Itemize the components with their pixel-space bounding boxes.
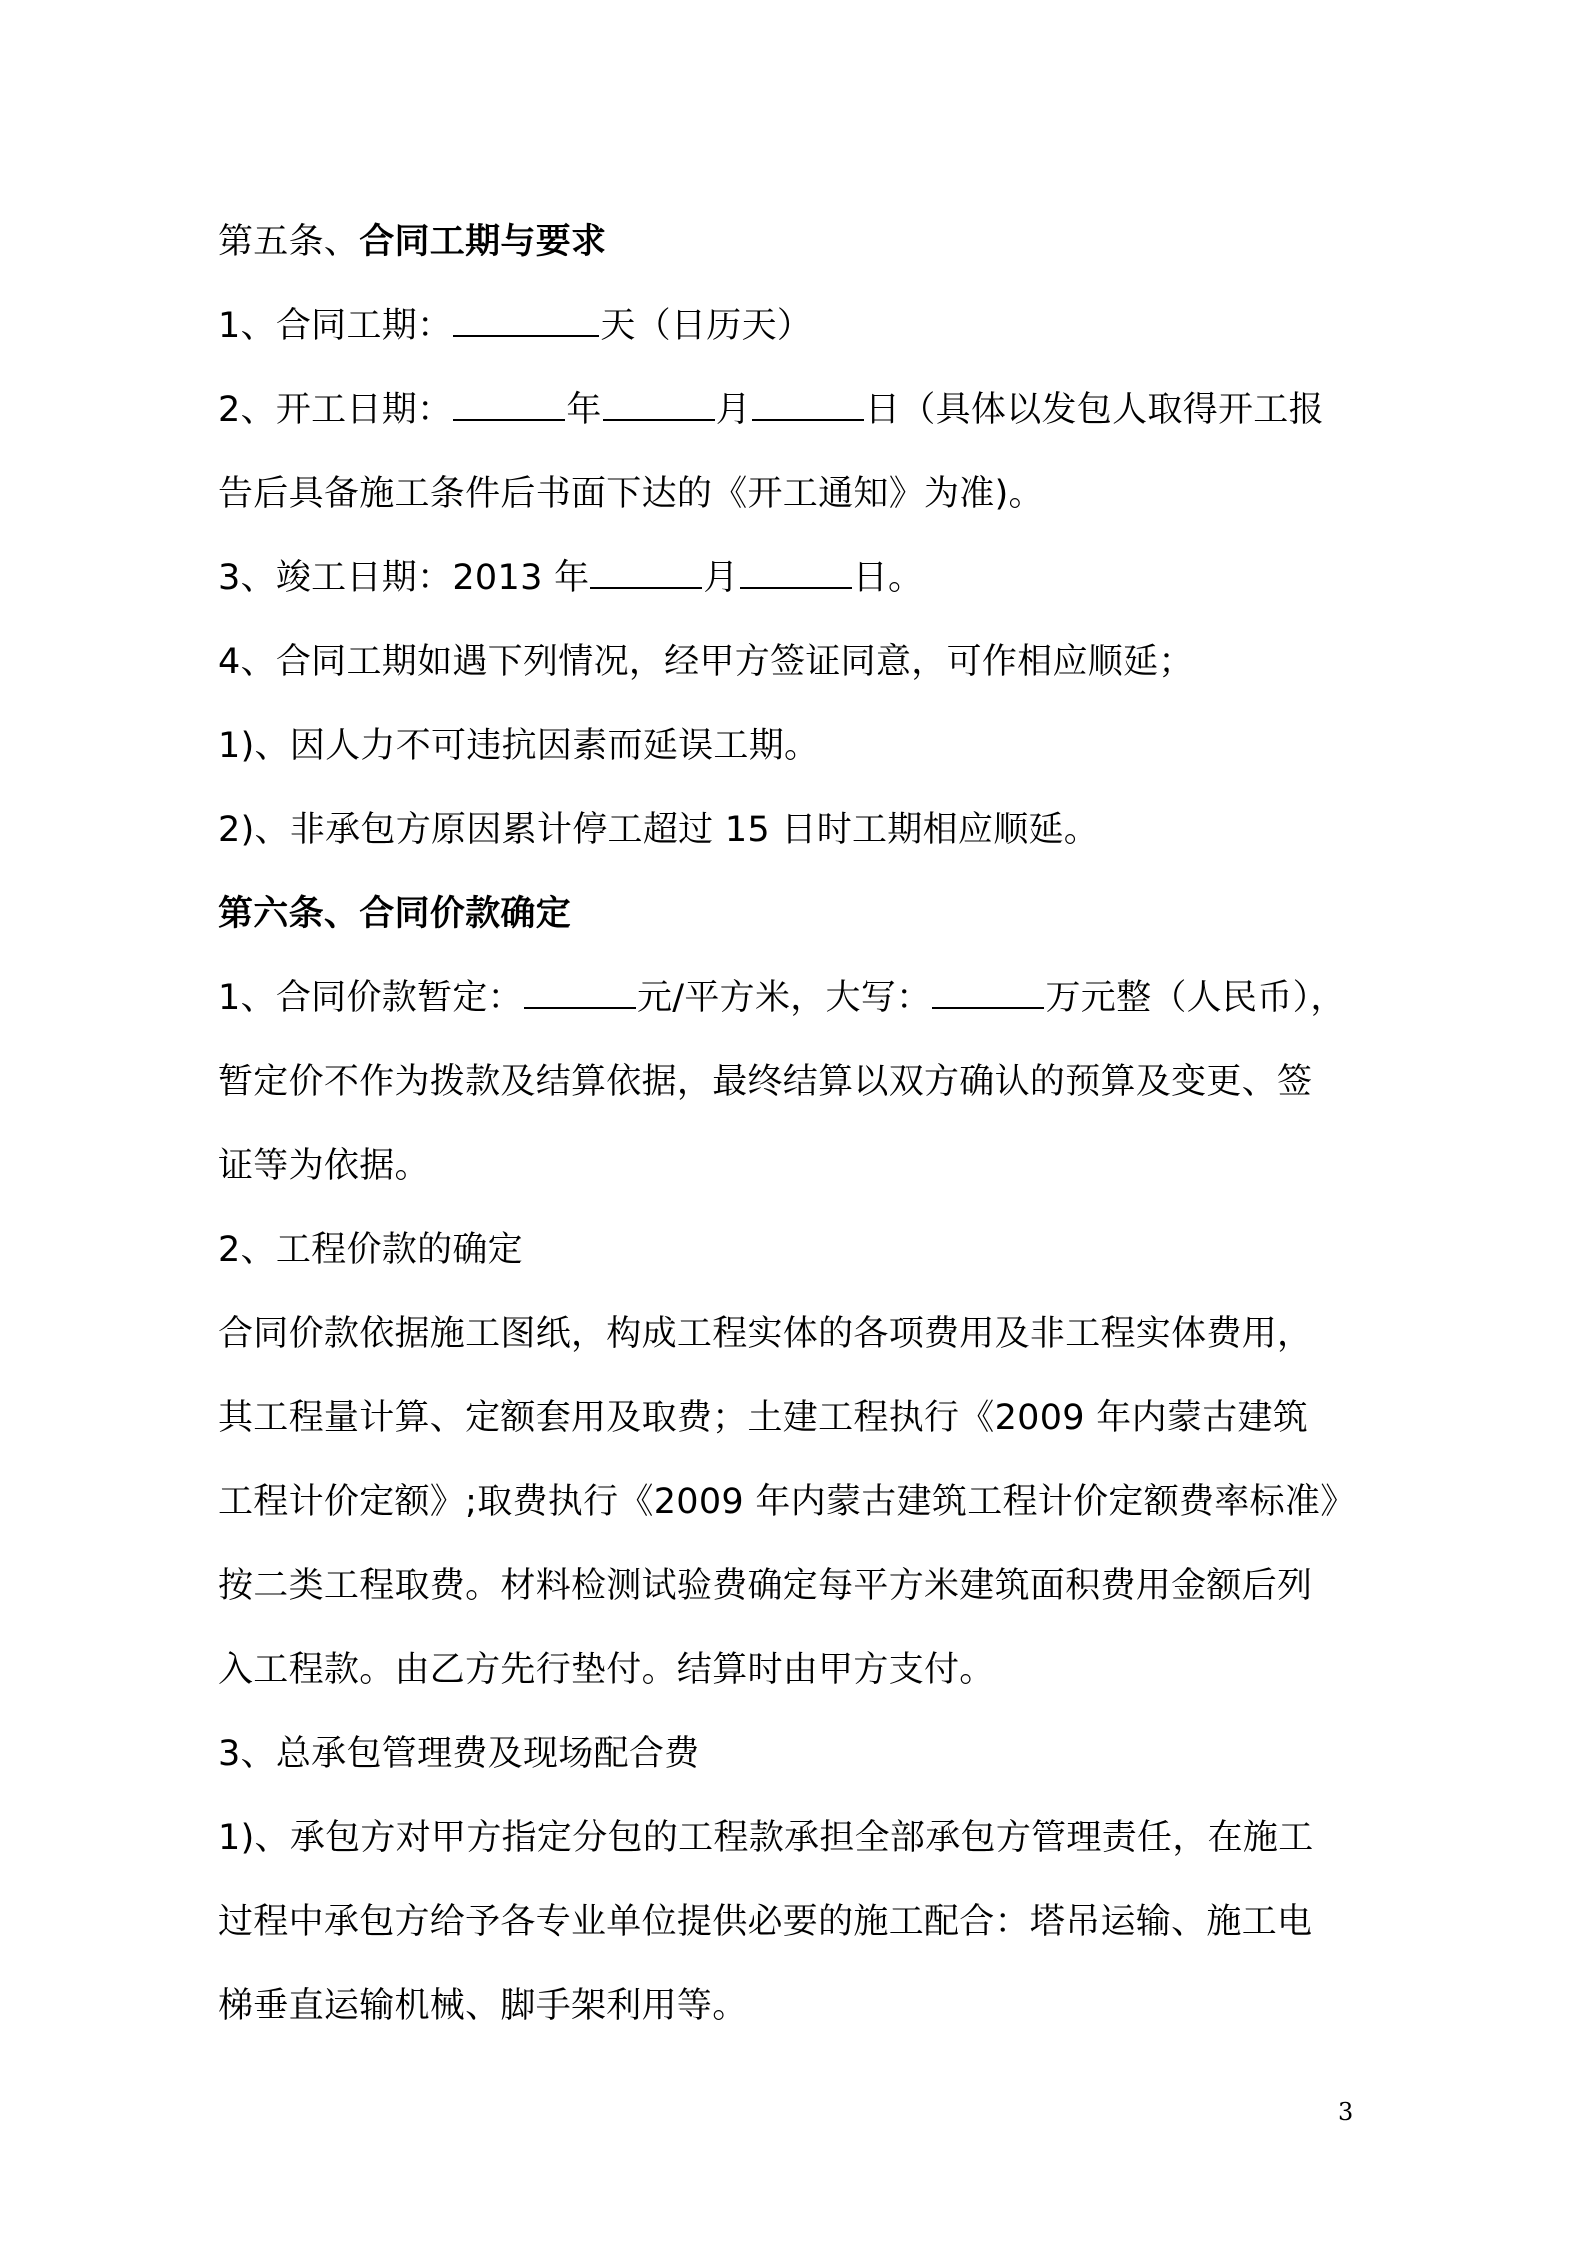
amount-in-words-blank[interactable] — [932, 977, 1044, 1009]
completion-date-line — [218, 536, 1388, 620]
price-provisional-line-3: 证等为依据。 — [218, 1146, 430, 1186]
management-fee-line: 梯垂直运输机械、脚手架利用等。 — [218, 1986, 748, 2026]
contract-body — [218, 200, 1388, 2048]
start-date-line — [218, 368, 1388, 452]
price-determination-line: 其工程量计算、定额套用及取费；土建工程执行《2009 年内蒙古建筑 — [218, 1398, 1309, 1438]
start-year-blank[interactable] — [453, 389, 565, 421]
page-number: 3 — [1338, 2098, 1354, 2126]
amount-in-words-tail: 万元整（人民币）， — [1045, 978, 1346, 1018]
completion-day-blank[interactable] — [740, 557, 852, 589]
start-day-blank[interactable] — [752, 389, 864, 421]
completion-month-label: 月 — [703, 558, 739, 598]
price-determination-line: 工程计价定额》;取费执行《2009 年内蒙古建筑工程计价定额费率标准》 — [218, 1482, 1356, 1522]
extension-condition-1: 1)、因人力不可违抗因素而延误工期。 — [218, 726, 820, 766]
extension-condition-2: 2)、非承包方原因累计停工超过 15 日时工期相应顺延。 — [218, 810, 1100, 850]
contract-period-suffix: 天（日历天） — [600, 306, 813, 346]
price-provisional-line-2: 暂定价不作为拨款及结算依据，最终结算以双方确认的预算及变更、签 — [218, 1062, 1313, 1102]
completion-month-blank[interactable] — [590, 557, 702, 589]
price-determination-line: 合同价款依据施工图纸，构成工程实体的各项费用及非工程实体费用， — [218, 1314, 1313, 1354]
contract-days-blank[interactable] — [453, 305, 599, 337]
price-determination-line: 入工程款。由乙方先行垫付。结算时由甲方支付。 — [218, 1650, 995, 1690]
management-fee-line: 过程中承包方给予各专业单位提供必要的施工配合：塔吊运输、施工电 — [218, 1902, 1313, 1942]
price-provisional-line — [218, 956, 1388, 1040]
contract-period-line — [218, 284, 1388, 368]
start-date-label: 2、开工日期： — [218, 390, 453, 430]
start-day-tail: 日（具体以发包人取得开工报 — [865, 390, 1324, 430]
management-fee-heading: 3、总承包管理费及现场配合费 — [218, 1734, 700, 1774]
completion-day-tail: 日。 — [852, 558, 924, 598]
article-5-heading — [218, 200, 1388, 284]
unit-price-unit: 元/平方米，大写： — [636, 978, 932, 1018]
management-fee-line: 1)、承包方对甲方指定分包的工程款承担全部承包方管理责任，在施工 — [218, 1818, 1314, 1858]
article-5-title: 合同工期与要求 — [359, 222, 607, 262]
start-year-label: 年 — [566, 390, 602, 430]
unit-price-blank[interactable] — [524, 977, 636, 1009]
price-determination-line: 按二类工程取费。材料检测试验费确定每平方米建筑面积费用金额后列 — [218, 1566, 1313, 1606]
price-provisional-label: 1、合同价款暂定： — [218, 978, 523, 1018]
article-6-heading: 第六条、合同价款确定 — [218, 894, 572, 934]
price-determination-heading: 2、工程价款的确定 — [218, 1230, 523, 1270]
start-month-label: 月 — [715, 390, 751, 430]
contract-period-label: 1、合同工期： — [218, 306, 453, 346]
extension-conditions-line: 4、合同工期如遇下列情况，经甲方签证同意，可作相应顺延； — [218, 642, 1194, 682]
start-month-blank[interactable] — [603, 389, 715, 421]
start-date-line-2: 告后具备施工条件后书面下达的《开工通知》为准)。 — [218, 474, 1044, 514]
article-5-prefix: 第五条、 — [218, 222, 360, 262]
completion-date-label: 3、竣工日期：2013 年 — [218, 558, 590, 598]
